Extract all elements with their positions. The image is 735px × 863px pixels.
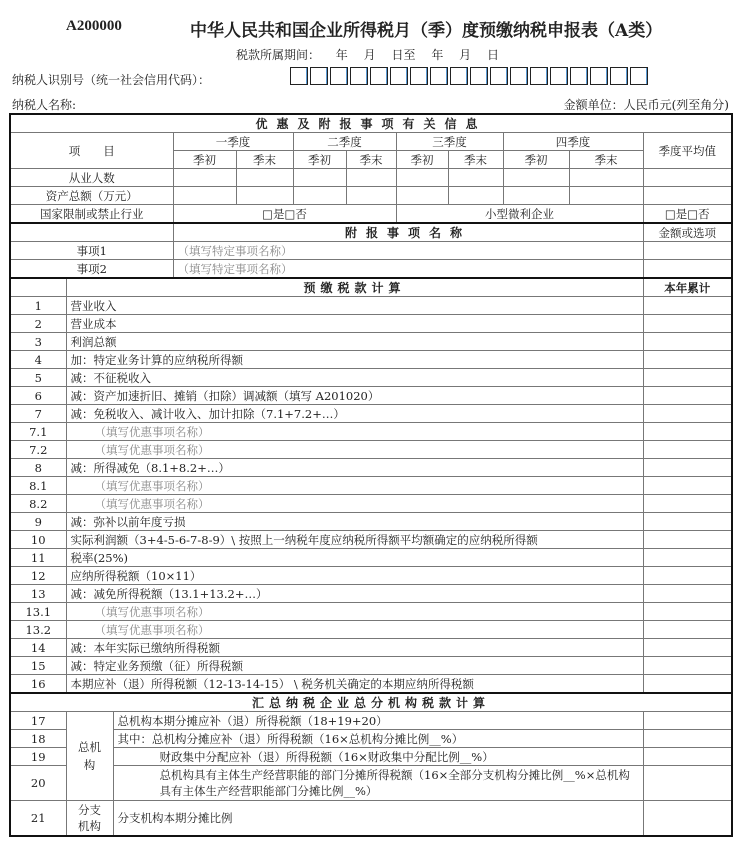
line-number: 17 xyxy=(10,712,66,730)
period-start-day[interactable]: 日至 xyxy=(391,48,416,62)
amount-cell[interactable] xyxy=(643,405,732,423)
period-end-year[interactable]: 年 xyxy=(431,48,444,62)
line-description: 减：特定业务预缴（征）所得税额 xyxy=(66,657,643,675)
amount-cell[interactable] xyxy=(643,748,732,766)
taxpayer-id-digit-box[interactable] xyxy=(290,67,308,85)
amount-cell[interactable] xyxy=(643,315,732,333)
value-cell[interactable] xyxy=(236,187,293,205)
taxpayer-id-boxes[interactable] xyxy=(290,67,648,85)
table-row xyxy=(10,169,732,187)
value-header: 本年累计 xyxy=(643,278,732,297)
line-number: 18 xyxy=(10,730,66,748)
line-description: 应纳所得税额（10×11） xyxy=(66,567,643,585)
line-number: 15 xyxy=(10,657,66,675)
amount-cell[interactable] xyxy=(643,657,732,675)
form-title: 中华人民共和国企业所得税月（季）度预缴纳税申报表（A类） xyxy=(190,21,663,41)
value-cell[interactable] xyxy=(173,169,236,187)
line-number: 7 xyxy=(10,405,66,423)
line-description: 财政集中分配应补（退）所得税额（16×财政集中分配比例__%） xyxy=(113,748,643,766)
table-row xyxy=(10,260,732,279)
taxpayer-id-digit-box[interactable] xyxy=(630,67,648,85)
table-row xyxy=(10,603,732,621)
table-row xyxy=(10,369,732,387)
value-cell[interactable] xyxy=(448,187,503,205)
line-description: 税率(25%) xyxy=(66,549,643,567)
supplementary-item-name-input[interactable]: （填写特定事项名称） xyxy=(173,242,643,260)
line-description: 减：资产加速折旧、摊销（扣除）调减额（填写 A201020） xyxy=(66,387,643,405)
table-row xyxy=(10,205,732,224)
quarter-header: 二季度 xyxy=(293,133,396,151)
table-row xyxy=(10,675,732,694)
supplementary-item-label: 事项2 xyxy=(10,260,173,279)
preferential-item-name-input[interactable]: （填写优惠事项名称） xyxy=(66,495,643,513)
line-number: 20 xyxy=(10,766,66,801)
amount-cell[interactable] xyxy=(643,603,732,621)
form-code: A200000 xyxy=(66,18,122,34)
blank-cell xyxy=(10,223,173,242)
amount-cell[interactable] xyxy=(643,495,732,513)
amount-cell[interactable] xyxy=(643,639,732,657)
line-number: 4 xyxy=(10,351,66,369)
sub-header-end: 季末 xyxy=(569,151,643,169)
table-row xyxy=(10,297,732,315)
value-cell[interactable] xyxy=(569,187,643,205)
period-label: 税款所属期间： xyxy=(235,48,320,62)
amount-cell[interactable] xyxy=(643,549,732,567)
taxpayer-id-digit-box[interactable] xyxy=(450,67,468,85)
line-description: 减：减免所得税额（13.1+13.2+…） xyxy=(66,585,643,603)
section-title-preferential: 优惠及附报事项有关信息 xyxy=(10,114,732,133)
line-number: 8 xyxy=(10,459,66,477)
taxpayer-name-label: 纳税人名称: xyxy=(12,98,77,112)
amount-cell[interactable] xyxy=(643,423,732,441)
line-number: 2 xyxy=(10,315,66,333)
quarter-header: 三季度 xyxy=(396,133,503,151)
amount-cell[interactable] xyxy=(643,351,732,369)
line-description: 营业成本 xyxy=(66,315,643,333)
small-micro-label: 小型微利企业 xyxy=(396,205,643,224)
value-cell[interactable] xyxy=(293,169,346,187)
amount-cell[interactable] xyxy=(643,531,732,549)
sub-header-end: 季末 xyxy=(236,151,293,169)
value-cell[interactable] xyxy=(346,187,396,205)
table-row xyxy=(10,621,732,639)
line-number: 8.2 xyxy=(10,495,66,513)
branch-label: 分支机构 xyxy=(66,801,113,837)
table-row xyxy=(10,712,732,730)
line-number: 14 xyxy=(10,639,66,657)
amount-cell[interactable] xyxy=(643,297,732,315)
period-end-month[interactable]: 月 xyxy=(459,48,472,62)
quarter-header: 四季度 xyxy=(503,133,643,151)
line-description: 利润总额 xyxy=(66,333,643,351)
table-row xyxy=(10,423,732,441)
amount-cell[interactable] xyxy=(643,730,732,748)
restricted-industry-checkbox[interactable]: □是□否 xyxy=(173,205,396,224)
preferential-item-name-input[interactable]: （填写优惠事项名称） xyxy=(66,423,643,441)
value-cell[interactable] xyxy=(396,187,448,205)
amount-cell[interactable] xyxy=(643,513,732,531)
line-number: 7.2 xyxy=(10,441,66,459)
sub-header-start: 季初 xyxy=(173,151,236,169)
line-number: 1 xyxy=(10,297,66,315)
amount-cell[interactable] xyxy=(643,712,732,730)
line-number: 11 xyxy=(10,549,66,567)
table-row xyxy=(10,441,732,459)
avg-header: 季度平均值 xyxy=(643,133,732,169)
amount-cell[interactable] xyxy=(643,369,732,387)
table-row xyxy=(10,531,732,549)
supplementary-item-label: 事项1 xyxy=(10,242,173,260)
line-description: 本期应补（退）所得税额（12-13-14-15） \ 税务机关确定的本期应纳所得税额 xyxy=(66,675,643,694)
value-header: 金额或选项 xyxy=(643,223,732,242)
taxpayer-id-digit-box[interactable] xyxy=(590,67,608,85)
table-row xyxy=(10,567,732,585)
line-description: 实际利润额（3+4-5-6-7-8-9）\ 按照上一纳税年度应纳税所得额平均额确定的应纳税所得额 xyxy=(66,531,643,549)
section-title-consolidated: 汇总纳税企业总分机构税款计算 xyxy=(10,693,732,712)
table-row xyxy=(10,405,732,423)
line-number: 3 xyxy=(10,333,66,351)
amount-cell[interactable] xyxy=(643,459,732,477)
line-number: 9 xyxy=(10,513,66,531)
line-number: 5 xyxy=(10,369,66,387)
taxpayer-id-digit-box[interactable] xyxy=(610,67,628,85)
value-cell[interactable] xyxy=(173,187,236,205)
sub-header-end: 季末 xyxy=(448,151,503,169)
sub-header-start: 季初 xyxy=(396,151,448,169)
table-row xyxy=(10,585,732,603)
sub-header-start: 季初 xyxy=(503,151,569,169)
taxpayer-id-digit-box[interactable] xyxy=(370,67,388,85)
amount-cell[interactable] xyxy=(643,621,732,639)
taxpayer-id-digit-box[interactable] xyxy=(410,67,428,85)
table-row xyxy=(10,387,732,405)
declaration-form-table xyxy=(9,113,733,837)
row-label: 从业人数 xyxy=(10,169,173,187)
line-number: 13 xyxy=(10,585,66,603)
amount-cell[interactable] xyxy=(643,766,732,801)
table-row xyxy=(10,730,732,748)
line-description: 总机构具有主体生产经营职能的部门分摊所得税额（16×全部分支机构分摊比例__%×总机构具有主体生产经营职能部门分摊比例__%） xyxy=(113,766,643,801)
line-number: 13.1 xyxy=(10,603,66,621)
line-description: 减：所得减免（8.1+8.2+…） xyxy=(66,459,643,477)
line-number: 8.1 xyxy=(10,477,66,495)
line-description: 减：免税收入、减计收入、加计扣除（7.1+7.2+…） xyxy=(66,405,643,423)
taxpayer-id-digit-box[interactable] xyxy=(530,67,548,85)
restricted-industry-label: 国家限制或禁止行业 xyxy=(10,205,173,224)
line-description: 减：弥补以前年度亏损 xyxy=(66,513,643,531)
line-number: 19 xyxy=(10,748,66,766)
value-cell[interactable] xyxy=(503,169,569,187)
amount-unit: 金额单位：人民币元(列至角分) xyxy=(563,98,729,112)
preferential-item-name-input[interactable]: （填写优惠事项名称） xyxy=(66,621,643,639)
value-cell[interactable] xyxy=(569,169,643,187)
line-description: 加：特定业务计算的应纳税所得额 xyxy=(66,351,643,369)
amount-cell[interactable] xyxy=(643,675,732,694)
line-number: 21 xyxy=(10,801,66,837)
sub-header-end: 季末 xyxy=(346,151,396,169)
period-start-month[interactable]: 月 xyxy=(363,48,376,62)
value-cell[interactable] xyxy=(503,187,569,205)
period-start-year[interactable]: 年 xyxy=(335,48,348,62)
amount-cell[interactable] xyxy=(643,585,732,603)
table-row xyxy=(10,513,732,531)
line-number: 10 xyxy=(10,531,66,549)
amount-cell[interactable] xyxy=(643,801,732,837)
amount-cell[interactable] xyxy=(643,441,732,459)
line-description: 总机构本期分摊应补（退）所得税额（18+19+20） xyxy=(113,712,643,730)
line-description: 营业收入 xyxy=(66,297,643,315)
table-row xyxy=(10,351,732,369)
value-cell[interactable] xyxy=(448,169,503,187)
section-title-prepayment: 预缴税款计算 xyxy=(66,278,643,297)
table-row xyxy=(10,223,732,242)
table-row xyxy=(10,333,732,351)
supplementary-item-name-input[interactable]: （填写特定事项名称） xyxy=(173,260,643,279)
small-micro-checkbox[interactable]: □是□否 xyxy=(643,205,732,224)
taxpayer-id-digit-box[interactable] xyxy=(430,67,448,85)
preferential-item-name-input[interactable]: （填写优惠事项名称） xyxy=(66,477,643,495)
head-office-label: 总机构 xyxy=(66,712,113,801)
item-header: 项 目 xyxy=(10,133,173,169)
line-description: 分支机构本期分摊比例 xyxy=(113,801,643,837)
line-description: 其中：总机构分摊应补（退）所得税额（16×总机构分摊比例__%） xyxy=(113,730,643,748)
avg-cell[interactable] xyxy=(643,187,732,205)
table-row xyxy=(10,242,732,260)
table-row xyxy=(10,187,732,205)
row-label: 资产总额（万元） xyxy=(10,187,173,205)
taxpayer-id-label: 纳税人识别号（统一社会信用代码）： xyxy=(12,73,211,87)
taxpayer-id-digit-box[interactable] xyxy=(490,67,508,85)
section-title-supplementary: 附报事项名称 xyxy=(173,223,643,242)
table-row xyxy=(10,766,732,801)
line-number: 12 xyxy=(10,567,66,585)
taxpayer-id-digit-box[interactable] xyxy=(390,67,408,85)
value-cell[interactable] xyxy=(396,169,448,187)
line-number: 7.1 xyxy=(10,423,66,441)
table-row xyxy=(10,693,732,712)
avg-cell[interactable] xyxy=(643,169,732,187)
line-description: 减：不征税收入 xyxy=(66,369,643,387)
value-cell[interactable] xyxy=(293,187,346,205)
table-row xyxy=(10,315,732,333)
line-number: 6 xyxy=(10,387,66,405)
value-cell[interactable] xyxy=(346,169,396,187)
supplementary-item-value[interactable] xyxy=(643,260,732,279)
table-row xyxy=(10,477,732,495)
table-row xyxy=(10,278,732,297)
table-row xyxy=(10,549,732,567)
line-number: 13.2 xyxy=(10,621,66,639)
table-row xyxy=(10,748,732,766)
table-row xyxy=(10,459,732,477)
amount-cell[interactable] xyxy=(643,477,732,495)
amount-cell[interactable] xyxy=(643,333,732,351)
table-row xyxy=(10,495,732,513)
preferential-item-name-input[interactable]: （填写优惠事项名称） xyxy=(66,441,643,459)
amount-cell[interactable] xyxy=(643,387,732,405)
taxpayer-id-digit-box[interactable] xyxy=(550,67,568,85)
taxpayer-id-digit-box[interactable] xyxy=(510,67,528,85)
table-row xyxy=(10,801,732,837)
tax-period xyxy=(0,46,735,63)
sub-header-start: 季初 xyxy=(293,151,346,169)
taxpayer-id-digit-box[interactable] xyxy=(570,67,588,85)
value-cell[interactable] xyxy=(236,169,293,187)
line-number: 16 xyxy=(10,675,66,694)
taxpayer-id-digit-box[interactable] xyxy=(350,67,368,85)
taxpayer-id-digit-box[interactable] xyxy=(470,67,488,85)
taxpayer-id-digit-box[interactable] xyxy=(310,67,328,85)
taxpayer-id-digit-box[interactable] xyxy=(330,67,348,85)
table-row xyxy=(10,639,732,657)
amount-cell[interactable] xyxy=(643,567,732,585)
quarter-header: 一季度 xyxy=(173,133,293,151)
table-row xyxy=(10,657,732,675)
period-end-day[interactable]: 日 xyxy=(487,48,500,62)
supplementary-item-value[interactable] xyxy=(643,242,732,260)
blank-cell xyxy=(10,278,66,297)
line-description: 减：本年实际已缴纳所得税额 xyxy=(66,639,643,657)
preferential-item-name-input[interactable]: （填写优惠事项名称） xyxy=(66,603,643,621)
